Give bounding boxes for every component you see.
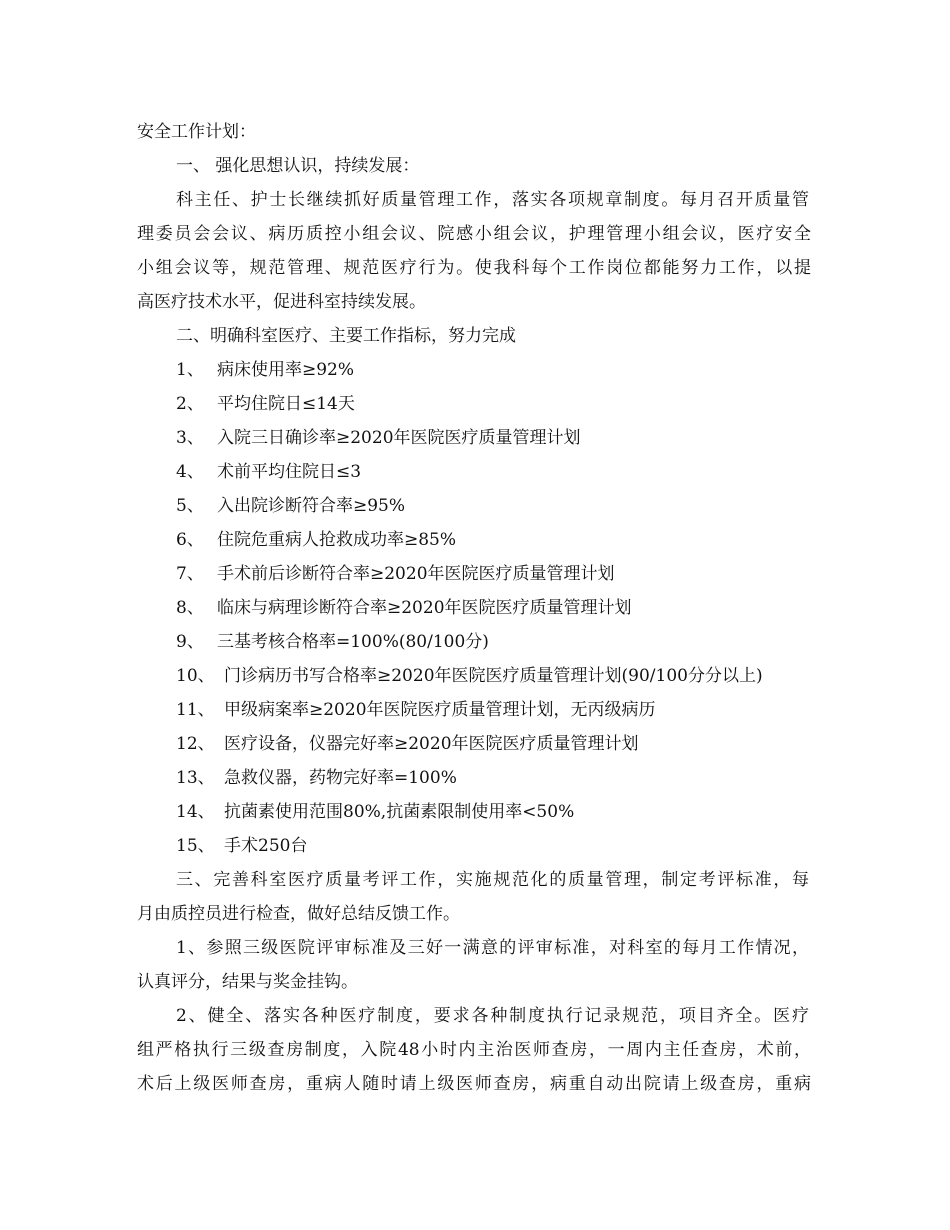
item-text: 平均住院日≤14天 [217, 394, 355, 414]
item-number: 10、 [176, 666, 215, 686]
section2-title: 二、明确科室医疗、主要工作指标，努力完成 [176, 326, 516, 346]
item-number: 4、 [176, 462, 204, 482]
item-number: 2、 [176, 394, 204, 414]
indicator-item [176, 767, 866, 789]
item-number: 6、 [176, 530, 204, 550]
section1-line: 小组会议等，规范管理、规范医疗行为。使我科每个工作岗位都能努力工作，以提 [137, 258, 811, 278]
item-text: 甲级病案率≥2020年医院医疗质量管理计划，无丙级病历 [224, 700, 656, 720]
item-number: 15、 [176, 836, 215, 856]
indicator-item [176, 597, 866, 619]
item-number: 14、 [176, 802, 215, 822]
indicator-item [176, 631, 866, 653]
item-text: 临床与病理诊断符合率≥2020年医院医疗质量管理计划 [217, 598, 632, 618]
section3-paragraph2: 2、健全、落实各种医疗制度，要求各种制度执行记录规范，项目齐全。医疗 [176, 1006, 809, 1026]
indicator-item [176, 665, 866, 687]
section3-paragraph1: 认真评分，结果与奖金挂钩。 [137, 972, 358, 992]
indicator-item [176, 495, 866, 517]
item-text: 入出院诊断符合率≥95% [217, 496, 406, 516]
indicator-item [176, 801, 866, 823]
indicator-item [176, 529, 866, 551]
section1-line: 高医疗技术水平，促进科室持续发展。 [137, 292, 426, 312]
doc-heading: 安全工作计划： [137, 122, 256, 142]
item-number: 13、 [176, 768, 215, 788]
item-text: 手术250台 [224, 836, 308, 856]
item-text: 入院三日确诊率≥2020年医院医疗质量管理计划 [217, 428, 581, 448]
item-text: 术前平均住院日≤3 [217, 462, 362, 482]
item-text: 三基考核合格率=100%(80/100分) [217, 632, 489, 652]
indicator-item [176, 699, 866, 721]
indicator-item [176, 393, 866, 415]
item-text: 手术前后诊断符合率≥2020年医院医疗质量管理计划 [217, 564, 615, 584]
indicator-item [176, 427, 866, 449]
item-number: 5、 [176, 496, 204, 516]
indicator-item [176, 563, 866, 585]
item-text: 抗菌素使用范围80%,抗菌素限制使用率<50% [224, 802, 575, 822]
item-number: 1、 [176, 360, 204, 380]
item-number: 7、 [176, 564, 204, 584]
item-text: 住院危重病人抢救成功率≥85% [217, 530, 457, 550]
item-text: 急救仪器，药物完好率=100% [224, 768, 457, 788]
item-number: 12、 [176, 734, 215, 754]
item-text: 病床使用率≥92% [217, 360, 355, 380]
section3-paragraph1: 1、参照三级医院评审标准及三好一满意的评审标准，对科室的每月工作情况， [176, 938, 809, 958]
section3-paragraph2: 术后上级医师查房，重病人随时请上级医师查房，病重自动出院请上级查房，重病 [137, 1074, 811, 1094]
indicator-item [176, 835, 866, 857]
section1-line: 科主任、护士长继续抓好质量管理工作，落实各项规章制度。每月召开质量管 [176, 190, 809, 210]
item-number: 3、 [176, 428, 204, 448]
section3-line: 月由质控员进行检查，做好总结反馈工作。 [137, 904, 460, 924]
indicator-item [176, 733, 866, 755]
item-text: 医疗设备，仪器完好率≥2020年医院医疗质量管理计划 [224, 734, 639, 754]
section3-paragraph2: 组严格执行三级查房制度，入院48小时内主治医师查房，一周内主任查房，术前， [137, 1040, 811, 1060]
indicator-item [176, 359, 866, 381]
section1-title: 一、 强化思想认识，持续发展： [176, 156, 420, 176]
item-number: 8、 [176, 598, 204, 618]
item-number: 11、 [176, 700, 215, 720]
section1-line: 理委员会会议、病历质控小组会议、院感小组会议，护理管理小组会议，医疗安全 [137, 224, 811, 244]
item-text: 门诊病历书写合格率≥2020年医院医疗质量管理计划(90/100分分以上) [224, 666, 763, 686]
section3-line: 三、完善科室医疗质量考评工作，实施规范化的质量管理，制定考评标准，每 [176, 870, 809, 890]
item-number: 9、 [176, 632, 204, 652]
indicator-item [176, 461, 866, 483]
